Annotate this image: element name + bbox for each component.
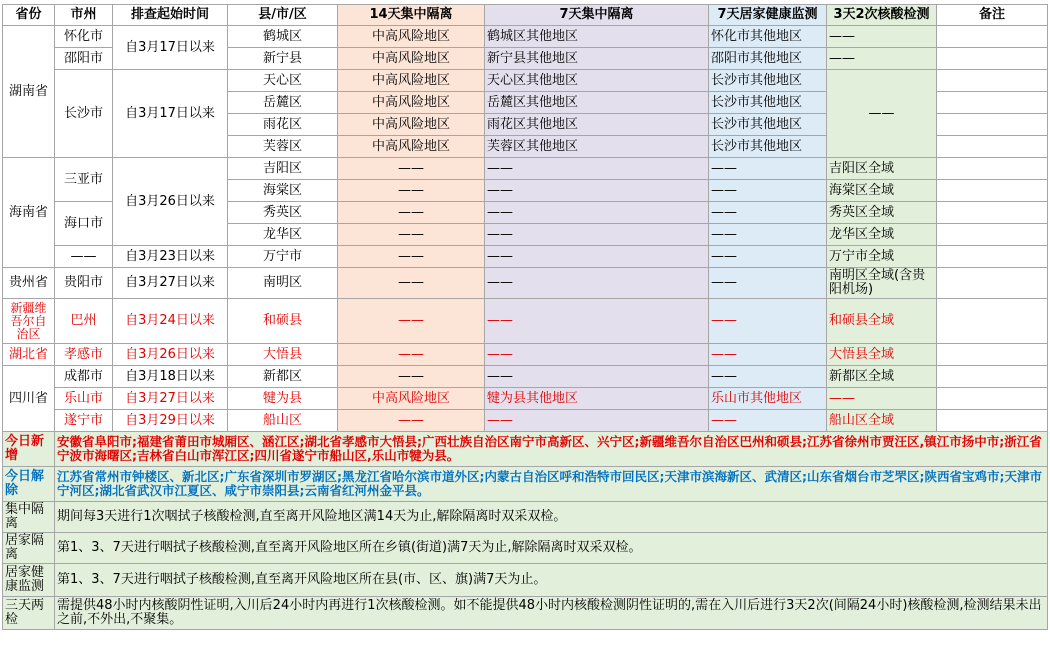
remark-cell bbox=[937, 366, 1048, 388]
remark-cell bbox=[937, 388, 1048, 410]
city-cell: —— bbox=[55, 246, 113, 268]
test-cell: —— bbox=[827, 70, 937, 158]
county-cell: 犍为县 bbox=[228, 388, 338, 410]
q14-cell: 中高风险地区 bbox=[338, 48, 485, 70]
header-nucleic-test: 3天2次核酸检测 bbox=[827, 5, 937, 26]
city-cell: 长沙市 bbox=[55, 70, 113, 158]
remark-cell bbox=[937, 92, 1048, 114]
q14-cell: —— bbox=[338, 268, 485, 299]
q14-cell: 中高风险地区 bbox=[338, 70, 485, 92]
q7-cell: —— bbox=[485, 344, 709, 366]
date-cell: 自3月26日以来 bbox=[113, 158, 228, 246]
q7-cell: 犍为县其他地区 bbox=[485, 388, 709, 410]
table-row bbox=[3, 344, 1048, 366]
province-cell: 四川省 bbox=[3, 366, 55, 432]
county-cell: 芙蓉区 bbox=[228, 136, 338, 158]
date-cell: 自3月24日以来 bbox=[113, 299, 228, 344]
remark-cell bbox=[937, 114, 1048, 136]
home-cell: 怀化市其他地区 bbox=[709, 26, 827, 48]
city-cell: 孝感市 bbox=[55, 344, 113, 366]
home-cell: —— bbox=[709, 224, 827, 246]
home-cell: —— bbox=[709, 158, 827, 180]
province-cell: 湖南省 bbox=[3, 26, 55, 158]
remark-cell bbox=[937, 48, 1048, 70]
county-cell: 秀英区 bbox=[228, 202, 338, 224]
q14-cell: 中高风险地区 bbox=[338, 388, 485, 410]
table-row bbox=[3, 70, 1048, 92]
city-cell: 海口市 bbox=[55, 202, 113, 246]
test-cell: —— bbox=[827, 48, 937, 70]
q7-cell: —— bbox=[485, 246, 709, 268]
province-cell: 湖北省 bbox=[3, 344, 55, 366]
table-row bbox=[3, 246, 1048, 268]
q7-cell: 鹤城区其他地区 bbox=[485, 26, 709, 48]
note-row bbox=[3, 533, 1048, 564]
note-text: 第1、3、7天进行咽拭子核酸检测,直至离开风险地区所在乡镇(街道)满7天为止,解除隔离时双采双检。 bbox=[55, 533, 1048, 564]
q14-cell: —— bbox=[338, 158, 485, 180]
home-cell: —— bbox=[709, 202, 827, 224]
county-cell: 岳麓区 bbox=[228, 92, 338, 114]
county-cell: 海棠区 bbox=[228, 180, 338, 202]
today-new-label: 今日新增 bbox=[3, 432, 55, 467]
county-cell: 南明区 bbox=[228, 268, 338, 299]
table-row bbox=[3, 268, 1048, 299]
remark-cell bbox=[937, 344, 1048, 366]
date-cell: 自3月23日以来 bbox=[113, 246, 228, 268]
table-row bbox=[3, 410, 1048, 432]
q7-cell: —— bbox=[485, 366, 709, 388]
q7-cell: —— bbox=[485, 202, 709, 224]
home-cell: —— bbox=[709, 344, 827, 366]
date-cell: 自3月18日以来 bbox=[113, 366, 228, 388]
date-cell: 自3月29日以来 bbox=[113, 410, 228, 432]
table-row bbox=[3, 299, 1048, 344]
home-cell: —— bbox=[709, 366, 827, 388]
q7-cell: —— bbox=[485, 268, 709, 299]
test-cell: —— bbox=[827, 26, 937, 48]
header-7day-quarantine: 7天集中隔离 bbox=[485, 5, 709, 26]
county-cell: 吉阳区 bbox=[228, 158, 338, 180]
home-cell: 邵阳市其他地区 bbox=[709, 48, 827, 70]
q7-cell: —— bbox=[485, 299, 709, 344]
county-cell: 雨花区 bbox=[228, 114, 338, 136]
remark-cell bbox=[937, 202, 1048, 224]
date-cell: 自3月17日以来 bbox=[113, 70, 228, 158]
header-14day-quarantine: 14天集中隔离 bbox=[338, 5, 485, 26]
q7-cell: —— bbox=[485, 224, 709, 246]
table-row bbox=[3, 388, 1048, 410]
q14-cell: —— bbox=[338, 180, 485, 202]
q14-cell: —— bbox=[338, 366, 485, 388]
note-row bbox=[3, 564, 1048, 597]
county-cell: 船山区 bbox=[228, 410, 338, 432]
test-cell: 海棠区全域 bbox=[827, 180, 937, 202]
county-cell: 鹤城区 bbox=[228, 26, 338, 48]
q14-cell: —— bbox=[338, 224, 485, 246]
note-label: 集中隔离 bbox=[3, 502, 55, 533]
test-cell: 吉阳区全域 bbox=[827, 158, 937, 180]
county-cell: 新宁县 bbox=[228, 48, 338, 70]
home-cell: 长沙市其他地区 bbox=[709, 92, 827, 114]
remark-cell bbox=[937, 224, 1048, 246]
header-start-time: 排查起始时间 bbox=[113, 5, 228, 26]
today-lift-label: 今日解除 bbox=[3, 467, 55, 502]
q14-cell: —— bbox=[338, 299, 485, 344]
home-cell: —— bbox=[709, 410, 827, 432]
note-label: 三天两检 bbox=[3, 597, 55, 630]
test-cell: 船山区全域 bbox=[827, 410, 937, 432]
today-new-row bbox=[3, 432, 1048, 467]
remark-cell bbox=[937, 299, 1048, 344]
risk-area-table bbox=[2, 4, 1048, 630]
header-remarks: 备注 bbox=[937, 5, 1048, 26]
test-cell: 新都区全域 bbox=[827, 366, 937, 388]
test-cell: 万宁市全域 bbox=[827, 246, 937, 268]
q14-cell: —— bbox=[338, 410, 485, 432]
city-cell: 成都市 bbox=[55, 366, 113, 388]
q14-cell: —— bbox=[338, 344, 485, 366]
test-cell: 南明区全域(含贵阳机场) bbox=[827, 268, 937, 299]
table-row bbox=[3, 26, 1048, 48]
remark-cell bbox=[937, 410, 1048, 432]
q7-cell: 天心区其他地区 bbox=[485, 70, 709, 92]
q14-cell: 中高风险地区 bbox=[338, 26, 485, 48]
home-cell: —— bbox=[709, 246, 827, 268]
q7-cell: —— bbox=[485, 158, 709, 180]
province-cell: 贵州省 bbox=[3, 268, 55, 299]
header-row bbox=[3, 5, 1048, 26]
note-text: 期间每3天进行1次咽拭子核酸检测,直至离开风险地区满14天为止,解除隔离时双采双检。 bbox=[55, 502, 1048, 533]
remark-cell bbox=[937, 136, 1048, 158]
test-cell: 秀英区全域 bbox=[827, 202, 937, 224]
county-cell: 新都区 bbox=[228, 366, 338, 388]
test-cell: 龙华区全域 bbox=[827, 224, 937, 246]
county-cell: 和硕县 bbox=[228, 299, 338, 344]
city-cell: 贵阳市 bbox=[55, 268, 113, 299]
city-cell: 邵阳市 bbox=[55, 48, 113, 70]
remark-cell bbox=[937, 158, 1048, 180]
note-text: 第1、3、7天进行咽拭子核酸检测,直至离开风险地区所在县(市、区、旗)满7天为止。 bbox=[55, 564, 1048, 597]
city-cell: 乐山市 bbox=[55, 388, 113, 410]
remark-cell bbox=[937, 26, 1048, 48]
note-label: 居家健康监测 bbox=[3, 564, 55, 597]
date-cell: 自3月27日以来 bbox=[113, 388, 228, 410]
q14-cell: 中高风险地区 bbox=[338, 136, 485, 158]
header-home-monitoring: 7天居家健康监测 bbox=[709, 5, 827, 26]
remark-cell bbox=[937, 70, 1048, 92]
header-county: 县/市/区 bbox=[228, 5, 338, 26]
province-cell: 新疆维吾尔自治区 bbox=[3, 299, 55, 344]
note-row bbox=[3, 502, 1048, 533]
q7-cell: 新宁县其他地区 bbox=[485, 48, 709, 70]
remark-cell bbox=[937, 180, 1048, 202]
q14-cell: 中高风险地区 bbox=[338, 92, 485, 114]
q7-cell: 雨花区其他地区 bbox=[485, 114, 709, 136]
today-lift-text: 江苏省常州市钟楼区、新北区;广东省深圳市罗湖区;黑龙江省哈尔滨市道外区;内蒙古自治区呼和浩特市回民区;天津市滨海新区、武清区;山东省烟台市芝罘区;陕西省宝鸡市;天津市宁河区;湖北省武汉市江夏区、咸宁市崇阳县;云南省红河州金平县。 bbox=[55, 467, 1048, 502]
note-row bbox=[3, 597, 1048, 630]
date-cell: 自3月17日以来 bbox=[113, 26, 228, 70]
city-cell: 巴州 bbox=[55, 299, 113, 344]
q7-cell: —— bbox=[485, 180, 709, 202]
q14-cell: 中高风险地区 bbox=[338, 114, 485, 136]
note-label: 居家隔离 bbox=[3, 533, 55, 564]
today-lift-row bbox=[3, 467, 1048, 502]
header-city: 市州 bbox=[55, 5, 113, 26]
home-cell: 长沙市其他地区 bbox=[709, 70, 827, 92]
county-cell: 万宁市 bbox=[228, 246, 338, 268]
city-cell: 三亚市 bbox=[55, 158, 113, 202]
test-cell: 和硕县全域 bbox=[827, 299, 937, 344]
date-cell: 自3月26日以来 bbox=[113, 344, 228, 366]
note-text: 需提供48小时内核酸阴性证明,入川后24小时内再进行1次核酸检测。如不能提供48小时内核酸检测阴性证明的,需在入川后进行3天2次(间隔24小时)核酸检测,检测结果未出之前,不外出,不聚集。 bbox=[55, 597, 1048, 630]
city-cell: 遂宁市 bbox=[55, 410, 113, 432]
q14-cell: —— bbox=[338, 202, 485, 224]
test-cell: —— bbox=[827, 388, 937, 410]
today-new-text: 安徽省阜阳市;福建省莆田市城厢区、涵江区;湖北省孝感市大悟县;广西壮族自治区南宁市高新区、兴宁区;新疆维吾尔自治区巴州和硕县;江苏省徐州市贾汪区,镇江市扬中市;浙江省宁波市海曙区;吉林省白山市浑江区;四川省遂宁市船山区,乐山市犍为县。 bbox=[55, 432, 1048, 467]
q14-cell: —— bbox=[338, 246, 485, 268]
q7-cell: 岳麓区其他地区 bbox=[485, 92, 709, 114]
remark-cell bbox=[937, 268, 1048, 299]
home-cell: 乐山市其他地区 bbox=[709, 388, 827, 410]
city-cell: 怀化市 bbox=[55, 26, 113, 48]
county-cell: 大悟县 bbox=[228, 344, 338, 366]
q7-cell: —— bbox=[485, 410, 709, 432]
home-cell: —— bbox=[709, 180, 827, 202]
home-cell: —— bbox=[709, 299, 827, 344]
province-cell: 海南省 bbox=[3, 158, 55, 268]
home-cell: 长沙市其他地区 bbox=[709, 136, 827, 158]
table-row bbox=[3, 158, 1048, 180]
home-cell: 长沙市其他地区 bbox=[709, 114, 827, 136]
test-cell: 大悟县全域 bbox=[827, 344, 937, 366]
county-cell: 龙华区 bbox=[228, 224, 338, 246]
date-cell: 自3月27日以来 bbox=[113, 268, 228, 299]
header-province: 省份 bbox=[3, 5, 55, 26]
remark-cell bbox=[937, 246, 1048, 268]
table-row bbox=[3, 366, 1048, 388]
home-cell: —— bbox=[709, 268, 827, 299]
county-cell: 天心区 bbox=[228, 70, 338, 92]
q7-cell: 芙蓉区其他地区 bbox=[485, 136, 709, 158]
